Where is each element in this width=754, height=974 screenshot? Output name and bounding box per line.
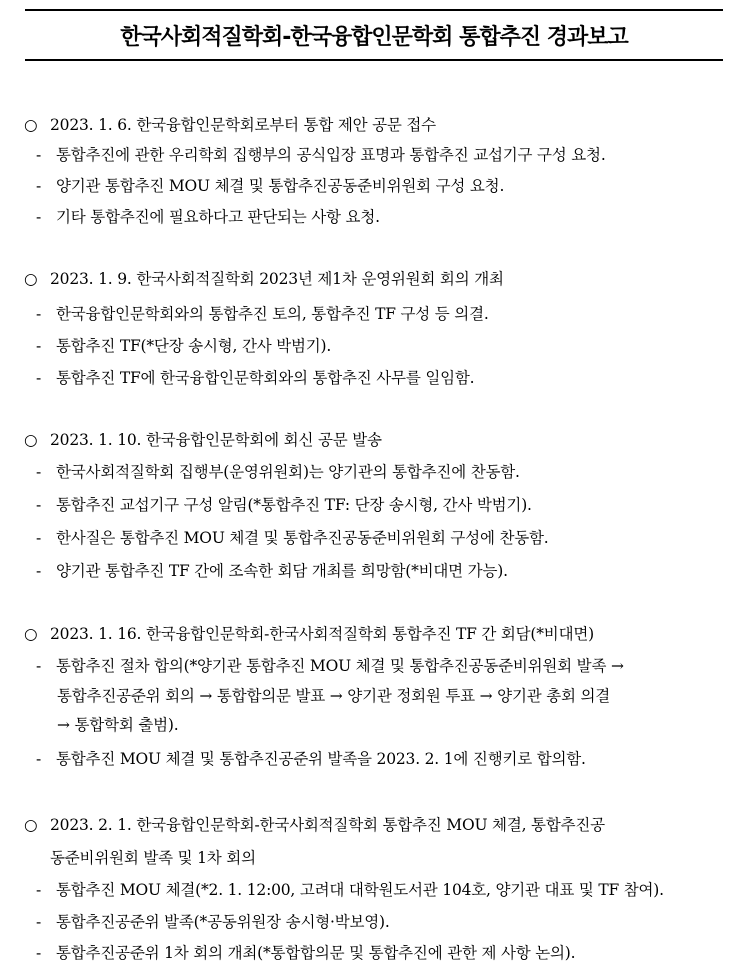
list-item: - 한국사회적질학회 집행부(운영위원회)는 양기관의 통합추진에 찬동함. <box>36 463 520 481</box>
list-item: - 기타 통합추진에 필요하다고 판단되는 사항 요청. <box>36 208 380 226</box>
list-item: - 통합추진 MOU 체결(*2. 1. 12:00, 고려대 대학원도서관 104호, 양기관 대표 및 TF 참여). <box>36 881 664 899</box>
dash-bullet-icon: - <box>36 529 42 547</box>
circle-bullet-icon: ○ <box>24 116 38 134</box>
list-item: - 통합추진 TF에 한국융합인문학회와의 통합추진 사무를 일임함. <box>36 369 475 387</box>
dash-bullet-icon: - <box>36 657 42 675</box>
section-heading: ○ 2023. 1. 9. 한국사회적질학회 2023년 제1차 운영위원회 회의 개최 <box>24 270 504 288</box>
dash-bullet-icon: - <box>36 177 42 195</box>
dash-bullet-icon: - <box>36 944 42 962</box>
section-heading: ○ 2023. 2. 1. 한국융합인문학회-한국사회적질학회 통합추진 MOU 체결, 통합추진공 <box>24 816 605 834</box>
list-item: - 통합추진 MOU 체결 및 통합추진공준위 발족을 2023. 2. 1에 진행키로 합의함. <box>36 750 586 768</box>
list-item-continuation: → 통합학회 출범). <box>57 716 179 734</box>
circle-bullet-icon: ○ <box>24 816 38 834</box>
list-item: - 양기관 통합추진 TF 간에 조속한 회담 개최를 희망함(*비대면 가능). <box>36 562 508 580</box>
dash-bullet-icon: - <box>36 305 42 323</box>
dash-bullet-icon: - <box>36 496 42 514</box>
section-heading: ○ 2023. 1. 16. 한국융합인문학회-한국사회적질학회 통합추진 TF 간 회담(*비대면) <box>24 625 594 643</box>
circle-bullet-icon: ○ <box>24 431 38 449</box>
list-item: - 통합추진 절차 합의(*양기관 통합추진 MOU 체결 및 통합추진공동준비위원회 발족 → <box>36 657 624 675</box>
list-item: - 한국융합인문학회와의 통합추진 토의, 통합추진 TF 구성 등 의결. <box>36 305 489 323</box>
circle-bullet-icon: ○ <box>24 270 38 288</box>
dash-bullet-icon: - <box>36 881 42 899</box>
dash-bullet-icon: - <box>36 750 42 768</box>
dash-bullet-icon: - <box>36 146 42 164</box>
list-item: - 통합추진공준위 발족(*공동위원장 송시형·박보영). <box>36 913 390 931</box>
dash-bullet-icon: - <box>36 913 42 931</box>
dash-bullet-icon: - <box>36 562 42 580</box>
circle-bullet-icon: ○ <box>24 625 38 643</box>
dash-bullet-icon: - <box>36 208 42 226</box>
list-item: - 통합추진 TF(*단장 송시형, 간사 박범기). <box>36 337 332 355</box>
list-item: - 한사질은 통합추진 MOU 체결 및 통합추진공동준비위원회 구성에 찬동함. <box>36 529 549 547</box>
dash-bullet-icon: - <box>36 337 42 355</box>
list-item-continuation: 통합추진공준위 회의 → 통합합의문 발표 → 양기관 정회원 투표 → 양기관 총회 의결 <box>57 687 611 705</box>
dash-bullet-icon: - <box>36 369 42 387</box>
list-item: - 양기관 통합추진 MOU 체결 및 통합추진공동준비위원회 구성 요청. <box>36 177 505 195</box>
list-item: - 통합추진에 관한 우리학회 집행부의 공식입장 표명과 통합추진 교섭기구 구성 요청. <box>36 146 606 164</box>
list-item: - 통합추진공준위 1차 회의 개최(*통합합의문 및 통합추진에 관한 제 사항 논의). <box>36 944 576 962</box>
list-item: - 통합추진 교섭기구 구성 알림(*통합추진 TF: 단장 송시형, 간사 박범기). <box>36 496 532 514</box>
page-title: 한국사회적질학회-한국융합인문학회 통합추진 경과보고 <box>120 24 628 50</box>
section-heading-continuation: 동준비위원회 발족 및 1차 회의 <box>50 849 256 867</box>
section-heading: ○ 2023. 1. 6. 한국융합인문학회로부터 통합 제안 공문 접수 <box>24 116 436 134</box>
dash-bullet-icon: - <box>36 463 42 481</box>
section-heading: ○ 2023. 1. 10. 한국융합인문학회에 회신 공문 발송 <box>24 431 382 449</box>
title-box <box>25 9 723 61</box>
